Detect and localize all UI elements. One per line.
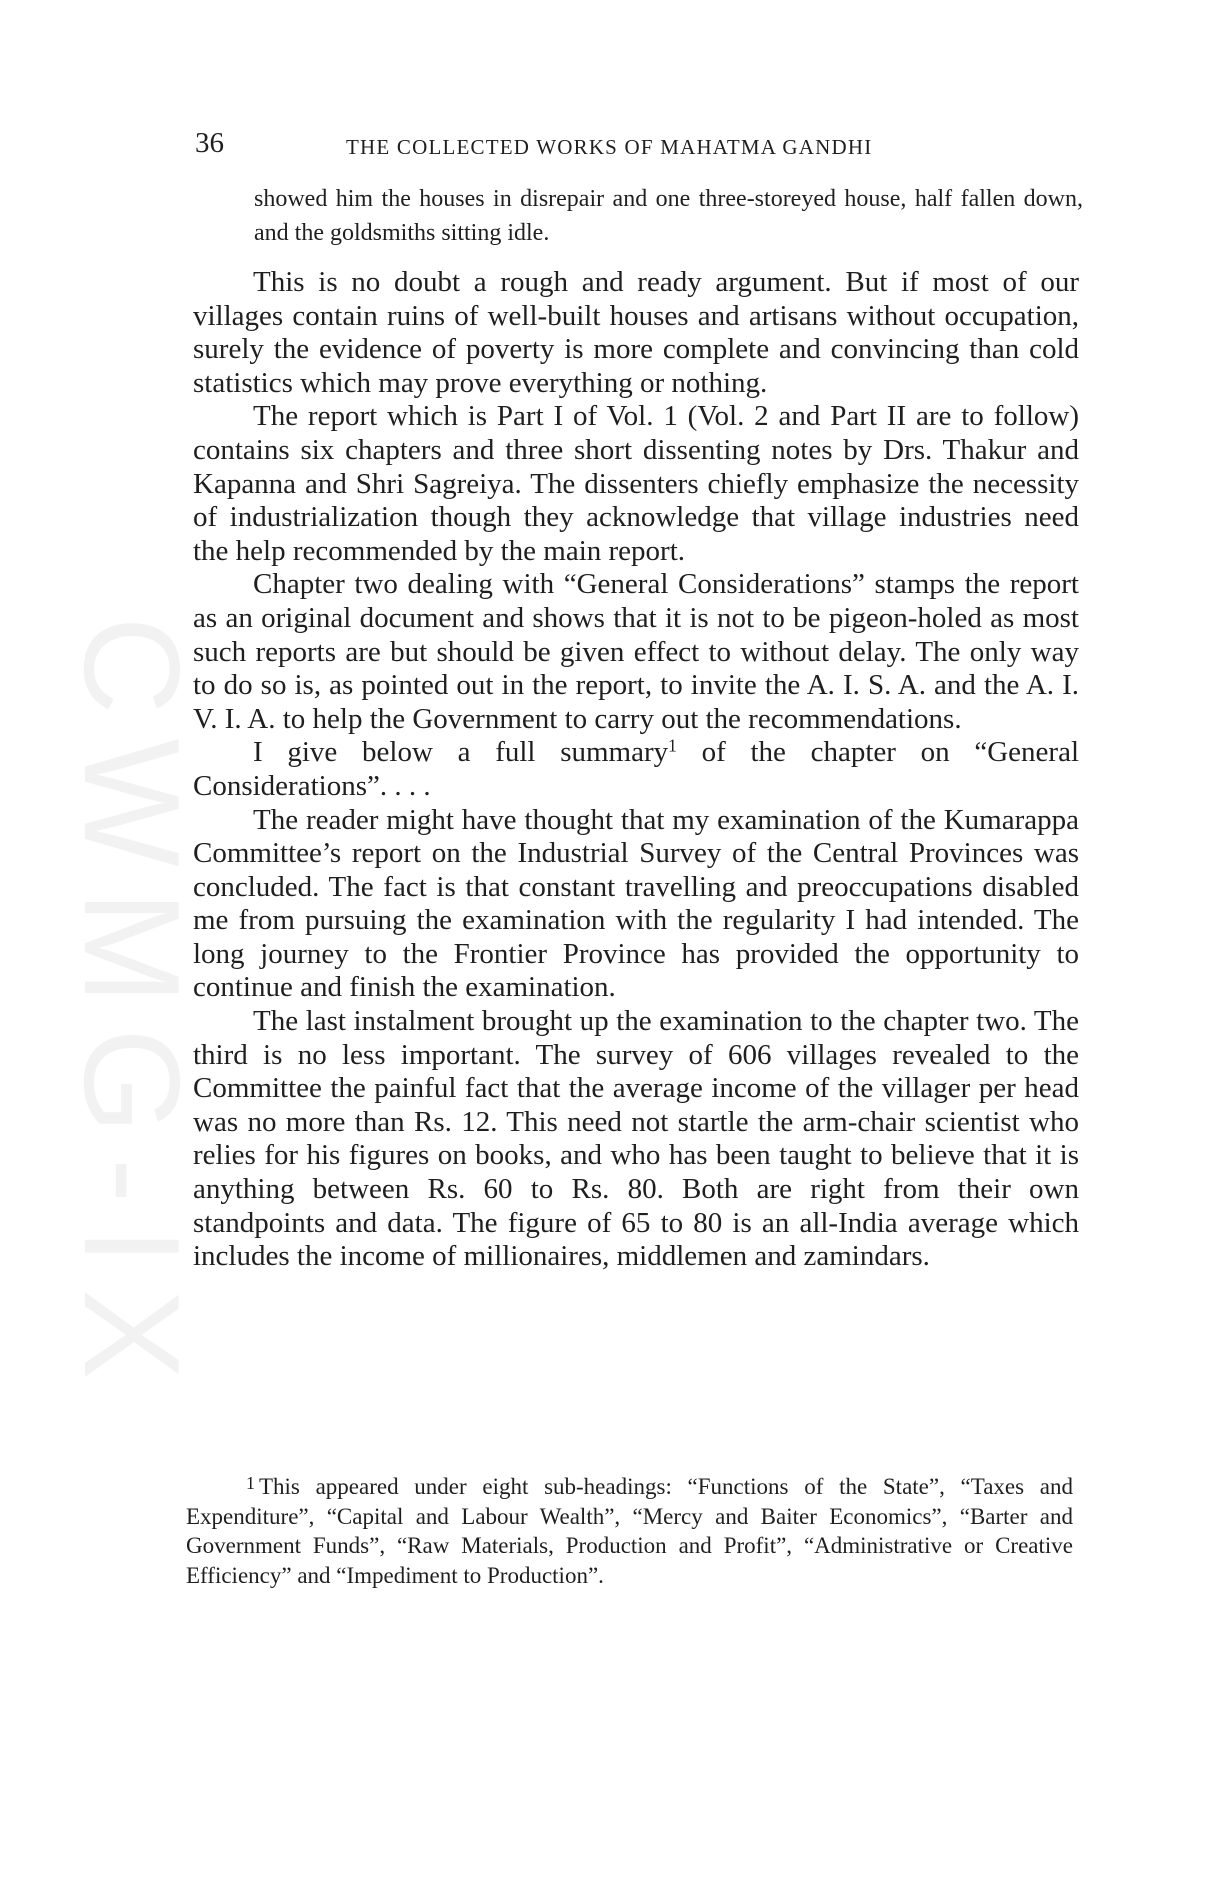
paragraph: The report which is Part I of Vol. 1 (Vol. 2 and Part II are to follow) contains six chapters and three short dissenting notes by Drs. Thakur and Kapanna and Shri Sagreiya. The dissenters chiefly emphasize the necessity of industrialization though they acknowledge that village industries need the help recommended by the main report. bbox=[193, 400, 1079, 567]
summary-text-before: I give below a full summary bbox=[253, 736, 669, 769]
footnote-text: This appeared under eight sub-headings: “Functions of the State”, “Taxes and Expenditure”, “Capital and Labour Wealth”, “Mercy and Baiter Economics”, “Barter and Government Funds”, “Raw Materials, Production and Profit”, “Administrative or Creative Efficiency” and “Impediment to Production”. bbox=[186, 1474, 1073, 1588]
footnote bbox=[186, 1472, 1073, 1590]
block-quote: showed him the houses in disrepair and one three-storeyed house, half fallen down, and the goldsmiths sitting idle. bbox=[254, 186, 1083, 246]
summary-paragraph bbox=[193, 736, 1079, 803]
paragraph: Chapter two dealing with “General Considerations” stamps the report as an original document and shows that it is not to be pigeon-holed as most such reports are but should be given effect to without delay. The only way to do so is, as pointed out in the report, to invite the A. I. S. A. and the A. I. V. I. A. to help the Government to carry out the recommendations. bbox=[193, 568, 1079, 735]
paragraph: This is no doubt a rough and ready argument. But if most of our villages contain ruins of well-built houses and artisans without occupation, surely the evidence of poverty is more complete and convincing than cold statistics which may prove everything or nothing. bbox=[193, 266, 1079, 399]
summary-text-after: of the chapter on “General Considerations”. . . . bbox=[193, 736, 1080, 802]
footnote-reference: 1 bbox=[668, 735, 677, 756]
running-head: THE COLLECTED WORKS OF MAHATMA GANDHI bbox=[346, 135, 873, 159]
page-number: 36 bbox=[195, 127, 224, 159]
paragraph: The last instalment brought up the examination to the chapter two. The third is no less important. The survey of 606 villages revealed to the Committee the painful fact that the average income of the villager per head was no more than Rs. 12. This need not startle the arm-chair scientist who relies for his figures on books, and who has been taught to believe that it is anything between Rs. 60 to Rs. 80. Both are right from their own standpoints and data. The figure of 65 to 80 is an all-India average which includes the income of millionaires, middlemen and zamindars. bbox=[193, 1005, 1079, 1273]
body-text bbox=[193, 266, 1079, 1274]
footnote-marker: 1 bbox=[246, 1472, 255, 1493]
watermark-text: CWMG-IX bbox=[56, 616, 208, 1404]
paragraph: The reader might have thought that my examination of the Kumarappa Committee’s report on the Industrial Survey of the Central Provinces was concluded. The fact is that constant travelling and preoccupations disabled me from pursuing the examination with the regularity I had intended. The long journey to the Frontier Province has provided the opportunity to continue and finish the examination. bbox=[193, 803, 1079, 1004]
